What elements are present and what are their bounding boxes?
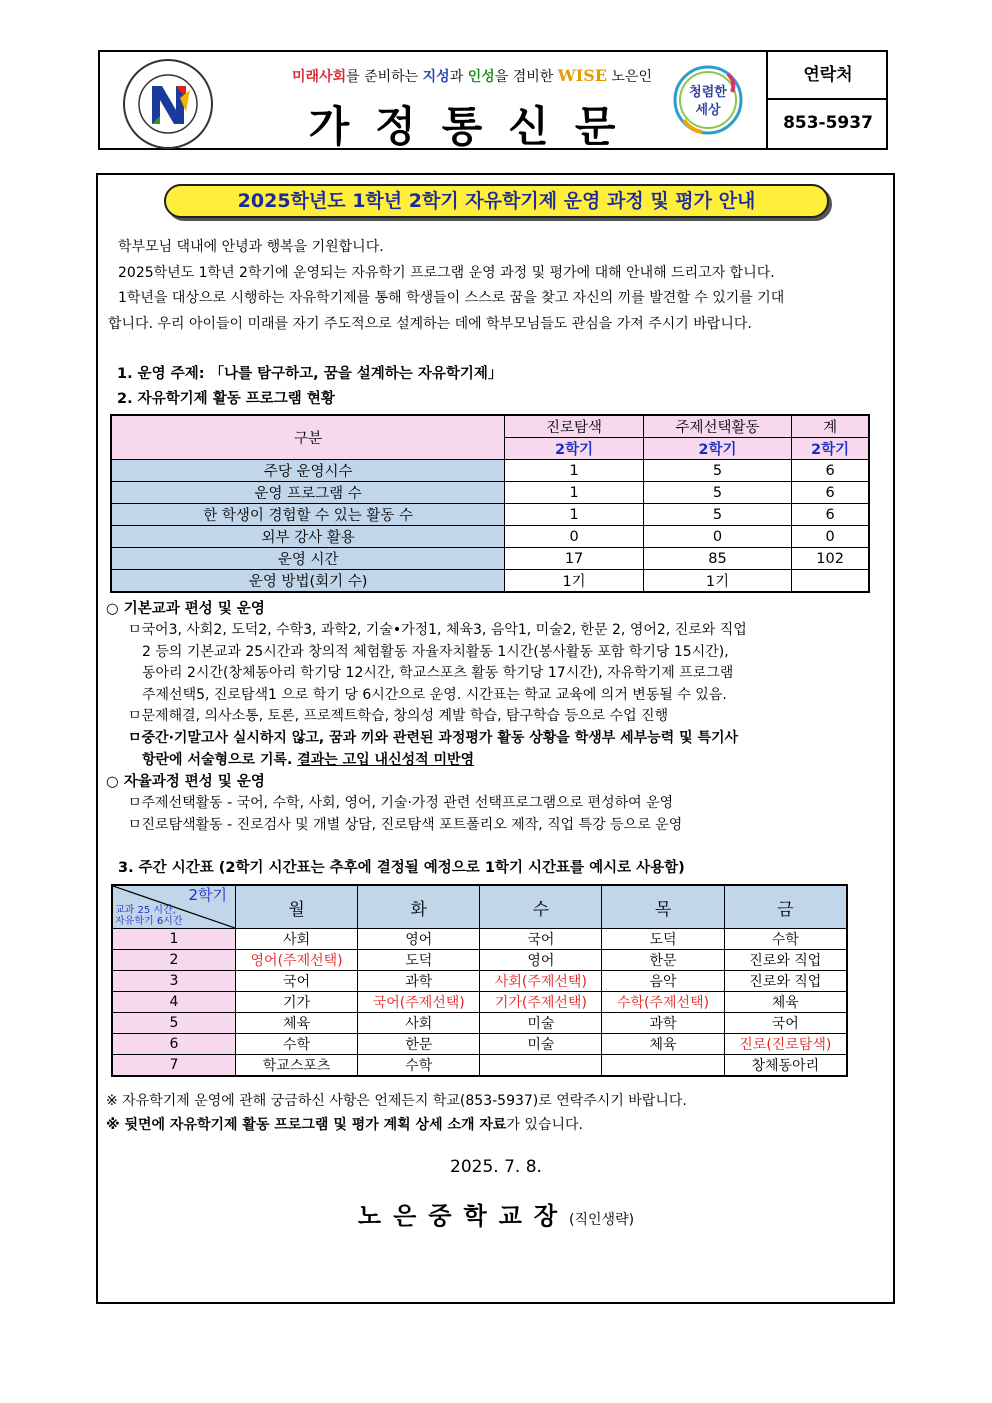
timetable-row — [112, 992, 847, 1013]
timetable-cell: 미술 — [480, 1013, 602, 1034]
weekly-timetable — [111, 884, 848, 1077]
svg-text:청렴한: 청렴한 — [689, 85, 727, 100]
basic-bullet-1-line-4: 주제선택5, 진로탐색1 으로 학기 당 6시간으로 운영. 시간표는 학교 교육에 의거 변동될 수 있음. — [142, 687, 727, 703]
letter-header — [98, 50, 888, 150]
timetable-row — [112, 950, 847, 971]
timetable-cell: 영어(주제선택) — [236, 950, 358, 971]
program-status-table — [110, 414, 870, 593]
cell: 0 — [643, 526, 791, 548]
contact-box — [766, 52, 888, 148]
table-row — [111, 526, 869, 548]
timetable-cell: 기가(주제선택) — [480, 992, 602, 1013]
col-subheader: 2학기 — [643, 438, 791, 460]
intro-line-2: 2025학년도 1학년 2학기에 운영되는 자유학기 프로그램 운영 과정 및 평가에 대해 안내해 드리고자 합니다. — [118, 265, 775, 281]
corner-hours-1: 교과 25 시간, — [115, 905, 176, 916]
row-label: 운영 시간 — [111, 548, 505, 570]
timetable-cell: 과학 — [602, 1013, 724, 1034]
timetable-corner — [112, 885, 236, 929]
timetable-cell: 수학 — [358, 1055, 480, 1077]
timetable-cell: 한문 — [358, 1034, 480, 1055]
col-subheader: 2학기 — [505, 438, 643, 460]
col-header-total: 계 — [792, 415, 869, 438]
day-header-mon: 월 — [236, 885, 358, 929]
timetable-cell: 국어(주제선택) — [358, 992, 480, 1013]
timetable-cell: 진로와 직업 — [724, 971, 847, 992]
cell: 0 — [792, 526, 869, 548]
cell: 6 — [792, 482, 869, 504]
timetable-cell: 국어 — [724, 1013, 847, 1034]
cell: 102 — [792, 548, 869, 570]
svg-text:세상: 세상 — [695, 103, 721, 118]
note-contact: ※ 자유학기제 운영에 관해 궁금하신 사항은 언제든지 학교(853-5937)로 연락주시기 바랍니다. — [106, 1093, 687, 1109]
timetable-cell: 수학(주제선택) — [602, 992, 724, 1013]
cell: 1 — [505, 482, 643, 504]
timetable-cell: 도덕 — [358, 950, 480, 971]
page-title: 가정통신문 — [308, 102, 642, 151]
timetable-row — [112, 1013, 847, 1034]
school-logo-icon — [122, 58, 214, 150]
day-header-tue: 화 — [358, 885, 480, 929]
notice-title-banner: 2025학년도 1학년 2학기 자유학기제 운영 과정 및 평가 안내 — [164, 184, 829, 218]
timetable-cell: 체육 — [236, 1013, 358, 1034]
cell: 1기 — [505, 570, 643, 593]
row-label: 외부 강사 활용 — [111, 526, 505, 548]
day-header-thu: 목 — [602, 885, 724, 929]
cell: 1 — [505, 504, 643, 526]
issue-date: 2025. 7. 8. — [450, 1157, 542, 1177]
section-2-heading: 2. 자유학기제 활동 프로그램 현황 — [117, 391, 335, 407]
basic-bullet-1-line-3: 동아리 2시간(창체동아리 학기당 12시간, 학교스포츠 활동 학기당 17시간), 자유학기제 프로그램 — [142, 665, 734, 681]
intro-line-1: 학부모님 댁내에 안녕과 행복을 기원합니다. — [118, 239, 384, 255]
period-number: 6 — [112, 1034, 236, 1055]
period-number: 5 — [112, 1013, 236, 1034]
timetable-cell — [480, 1055, 602, 1077]
clean-world-emblem-icon — [670, 60, 746, 140]
period-number: 4 — [112, 992, 236, 1013]
cell: 17 — [505, 548, 643, 570]
signature-block — [0, 1196, 992, 1231]
col-header-career: 진로탐색 — [505, 415, 643, 438]
cell: 85 — [643, 548, 791, 570]
timetable-row — [112, 1034, 847, 1055]
row-label: 주당 운영시수 — [111, 460, 505, 482]
free-curriculum-heading: ○ 자율과정 편성 및 운영 — [106, 774, 265, 790]
school-slogan: 미래사회를 준비하는 지성과 인성을 겸비한 WISE 노은인 — [292, 66, 652, 85]
cell: 1기 — [643, 570, 791, 593]
col-subheader: 2학기 — [792, 438, 869, 460]
corner-hours-2: 자유학기 6시간 — [115, 916, 183, 927]
timetable-cell: 체육 — [602, 1034, 724, 1055]
section-3-heading: 3. 주간 시간표 (2학기 시간표는 추후에 결정될 예정으로 1학기 시간표를 예시로 사용함) — [118, 860, 685, 876]
timetable-cell: 국어 — [480, 929, 602, 950]
period-number: 3 — [112, 971, 236, 992]
day-header-wed: 수 — [480, 885, 602, 929]
table-row — [111, 460, 869, 482]
table-row — [111, 482, 869, 504]
timetable-row — [112, 929, 847, 950]
timetable-cell: 사회(주제선택) — [480, 971, 602, 992]
timetable-cell: 학교스포츠 — [236, 1055, 358, 1077]
basic-curriculum-heading: ○ 기본교과 편성 및 운영 — [106, 601, 265, 617]
basic-bullet-3-line-1: ㅁ중간·기말고사 실시하지 않고, 꿈과 끼와 관련된 과정평가 활동 상황을 학생부 세부능력 및 특기사 — [128, 730, 739, 746]
cell: 5 — [643, 482, 791, 504]
timetable-cell: 진로와 직업 — [724, 950, 847, 971]
basic-bullet-1-line-2: 2 등의 기본교과 25시간과 창의적 체험활동 자율자치활동 1시간(봉사활동 포함 학기당 15시간), — [142, 644, 729, 660]
timetable-cell: 과학 — [358, 971, 480, 992]
timetable-cell: 영어 — [358, 929, 480, 950]
seal-omitted-note: (직인생략) — [569, 1212, 635, 1228]
timetable-cell: 미술 — [480, 1034, 602, 1055]
table-row — [111, 504, 869, 526]
timetable-row — [112, 971, 847, 992]
basic-bullet-3-line-2: 항란에 서술형으로 기록. 결과는 고입 내신성적 미반영 — [142, 752, 475, 768]
basic-bullet-2: ㅁ문제해결, 의사소통, 토론, 프로젝트학습, 창의성 계발 학습, 탐구학습 등으로 수업 진행 — [128, 708, 669, 724]
row-label: 운영 프로그램 수 — [111, 482, 505, 504]
corner-semester: 2학기 — [188, 886, 227, 904]
basic-bullet-1-line-1: ㅁ국어3, 사회2, 도덕2, 수학3, 과학2, 기술•가정1, 체육3, 음악1, 미술2, 한문 2, 영어2, 진로와 직업 — [128, 622, 747, 638]
free-bullet-1: ㅁ주제선택활동 - 국어, 수학, 사회, 영어, 기술·가정 관련 선택프로그램으로 편성하여 운영 — [128, 795, 674, 811]
cell: 1 — [505, 460, 643, 482]
timetable-cell: 음악 — [602, 971, 724, 992]
row-label: 운영 방법(회기 수) — [111, 570, 505, 593]
col-header-topic: 주제선택활동 — [643, 415, 791, 438]
timetable-cell: 기가 — [236, 992, 358, 1013]
timetable-cell: 한문 — [602, 950, 724, 971]
principal-signature: 노은중학교장 — [357, 1202, 570, 1230]
timetable-cell: 창체동아리 — [724, 1055, 847, 1077]
timetable-cell: 체육 — [724, 992, 847, 1013]
intro-line-4: 합니다. 우리 아이들이 미래를 자기 주도적으로 설계하는 데에 학부모님들도 관심을 가져 주시기 바랍니다. — [108, 316, 752, 332]
cell: 5 — [643, 504, 791, 526]
cell — [792, 570, 869, 593]
section-1-topic: 1. 운영 주제: 「나를 탐구하고, 꿈을 설계하는 자유학기제」 — [117, 366, 503, 382]
cell: 6 — [792, 504, 869, 526]
table-row — [111, 570, 869, 593]
table-corner: 구분 — [111, 415, 505, 460]
note-backside: ※ 뒷면에 자유학기제 활동 프로그램 및 평가 계획 상세 소개 자료가 있습니다. — [106, 1117, 583, 1133]
period-number: 2 — [112, 950, 236, 971]
timetable-cell: 사회 — [236, 929, 358, 950]
cell: 5 — [643, 460, 791, 482]
timetable-cell — [602, 1055, 724, 1077]
timetable-cell: 사회 — [358, 1013, 480, 1034]
timetable-cell: 진로(진로탐색) — [724, 1034, 847, 1055]
cell: 0 — [505, 526, 643, 548]
period-number: 1 — [112, 929, 236, 950]
contact-label: 연락처 — [768, 52, 888, 100]
timetable-cell: 영어 — [480, 950, 602, 971]
timetable-row — [112, 1055, 847, 1077]
timetable-cell: 국어 — [236, 971, 358, 992]
contact-number: 853-5937 — [783, 113, 873, 133]
period-number: 7 — [112, 1055, 236, 1077]
intro-line-3: 1학년을 대상으로 시행하는 자유학기제를 통해 학생들이 스스로 꿈을 찾고 자신의 끼를 발견할 수 있기를 기대 — [118, 290, 785, 306]
timetable-cell: 수학 — [724, 929, 847, 950]
row-label: 한 학생이 경험할 수 있는 활동 수 — [111, 504, 505, 526]
table-row — [111, 548, 869, 570]
cell: 6 — [792, 460, 869, 482]
timetable-cell: 도덕 — [602, 929, 724, 950]
free-bullet-2: ㅁ진로탐색활동 - 진로검사 및 개별 상담, 진로탐색 포트폴리오 제작, 직업 특강 등으로 운영 — [128, 817, 683, 833]
day-header-fri: 금 — [724, 885, 847, 929]
timetable-cell: 수학 — [236, 1034, 358, 1055]
